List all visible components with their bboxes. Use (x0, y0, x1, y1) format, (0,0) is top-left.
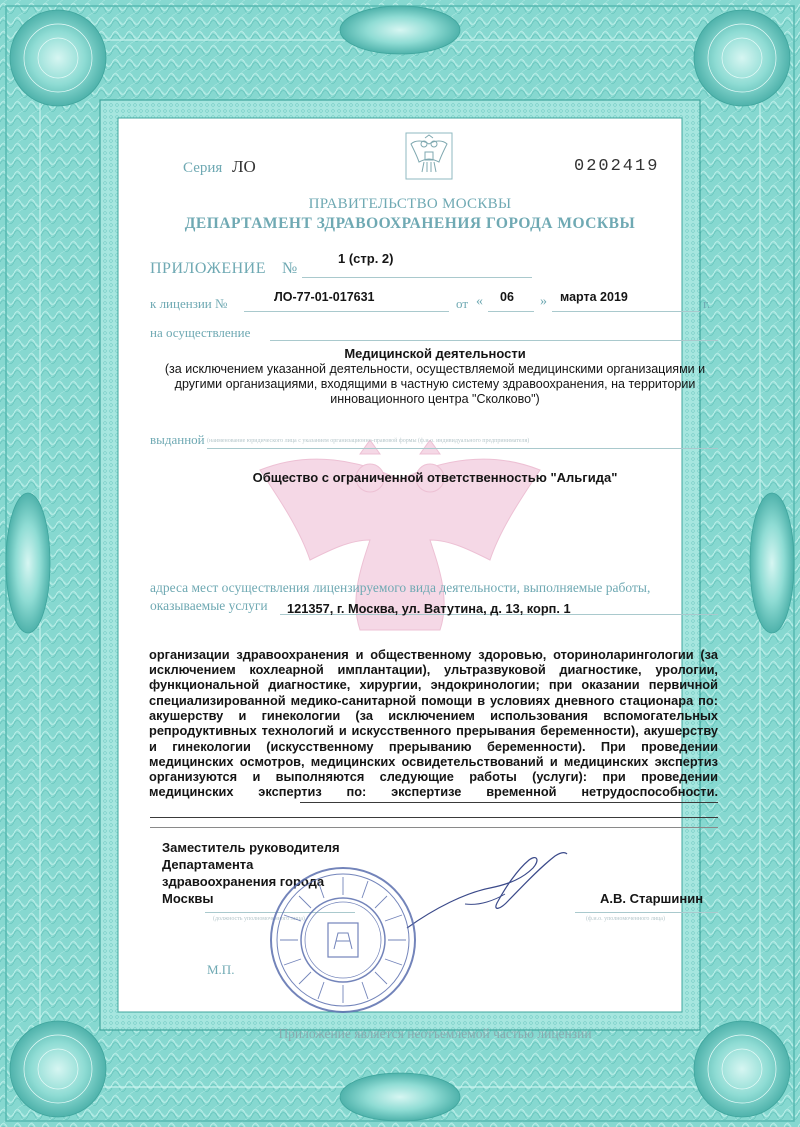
signatory-position-line3: здравоохранения города (162, 874, 325, 889)
signatory-position-line4: Москвы (162, 891, 214, 906)
issued-organization: Общество с ограниченной ответственностью "Альгида" (252, 470, 618, 485)
activity-description: (за исключением указанной деятельности, осуществляемой медицинскими организациями и другими организациями, входящими в частную систему здравоохранения, на территории инновационного центра "Сколково") (164, 362, 706, 406)
footer-note: Приложение является неотъемлемой частью лицензии (278, 1026, 592, 1041)
signatory-name: А.В. Старшинин (600, 891, 704, 906)
signature (405, 848, 570, 933)
license-number: ЛО-77-01-017631 (274, 290, 375, 304)
series-label: Серия (183, 160, 223, 176)
signatory-position-line2: Департамента (162, 857, 254, 872)
address-value: 121357, г. Москва, ул. Ватутина, д. 13, корп. 1 (287, 601, 571, 616)
license-month-year: марта 2019 (560, 290, 628, 304)
addresses-label-line2: оказываемые услуги (150, 598, 268, 613)
appendix-number: 1 (стр. 2) (338, 251, 394, 266)
activity-title: Медицинской деятельности (344, 346, 526, 361)
department-title: ДЕПАРТАМЕНТ ЗДРАВООХРАНЕНИЯ ГОРОДА МОСКВЫ (184, 215, 636, 232)
issued-hint: (наименование юридического лица с указанием организационно-правовой формы (ф.и.о. индивидуального предпринимателя) (207, 438, 530, 444)
license-day: 06 (500, 290, 514, 304)
series-value: ЛО (232, 157, 256, 176)
services-text: организации здравоохранения и общественному здоровью, оториноларингологии (за исключением кохлеарной имплантации), ультразвуковой диагностике, урологии, функциональной диагностике, хирургии, эндокринологии; при оказании первичной специализированной медико-санитарной помощи в условиях дневного стационара по: акушерству и гинекологии (за исключением использования вспомогательных репродуктивных технологий и искусственного прерывания беременности), акушерству и гинекологии (искусственному прерыванию беременности). При проведении медицинских осмотров, медицинских освидетельствований и медицинских экспертиз организуются и выполняются следующие работы (услуги): при проведении медицинских экспертиз по: экспертизе временной нетрудоспособности. (149, 646, 718, 800)
official-stamp (268, 865, 418, 1015)
appendix-label: ПРИЛОЖЕНИЕ (150, 260, 267, 277)
form-number: 0202419 (574, 157, 660, 176)
license-from-label: от (456, 296, 469, 311)
signatory-position-line1: Заместитель руководителя (162, 840, 340, 855)
issued-label: выданной (150, 432, 205, 447)
license-quote-open: « (476, 294, 483, 309)
license-label: к лицензии № (150, 296, 228, 311)
seal-label: М.П. (207, 962, 235, 977)
coat-of-arms-icon (405, 132, 453, 180)
government-title: ПРАВИТЕЛЬСТВО МОСКВЫ (308, 196, 512, 212)
signatory-position-hint: (должность уполномоченного лица) (213, 916, 305, 922)
license-year-suffix: г. (703, 296, 711, 311)
appendix-number-sign: № (282, 260, 298, 277)
signatory-name-hint: (ф.и.о. уполномоченного лица) (586, 916, 665, 922)
license-quote-close: » (540, 294, 547, 309)
addresses-label-line1: адреса мест осуществления лицензируемого вида деятельности, выполняемые работы, (150, 580, 651, 595)
activity-label: на осуществление (150, 325, 251, 340)
